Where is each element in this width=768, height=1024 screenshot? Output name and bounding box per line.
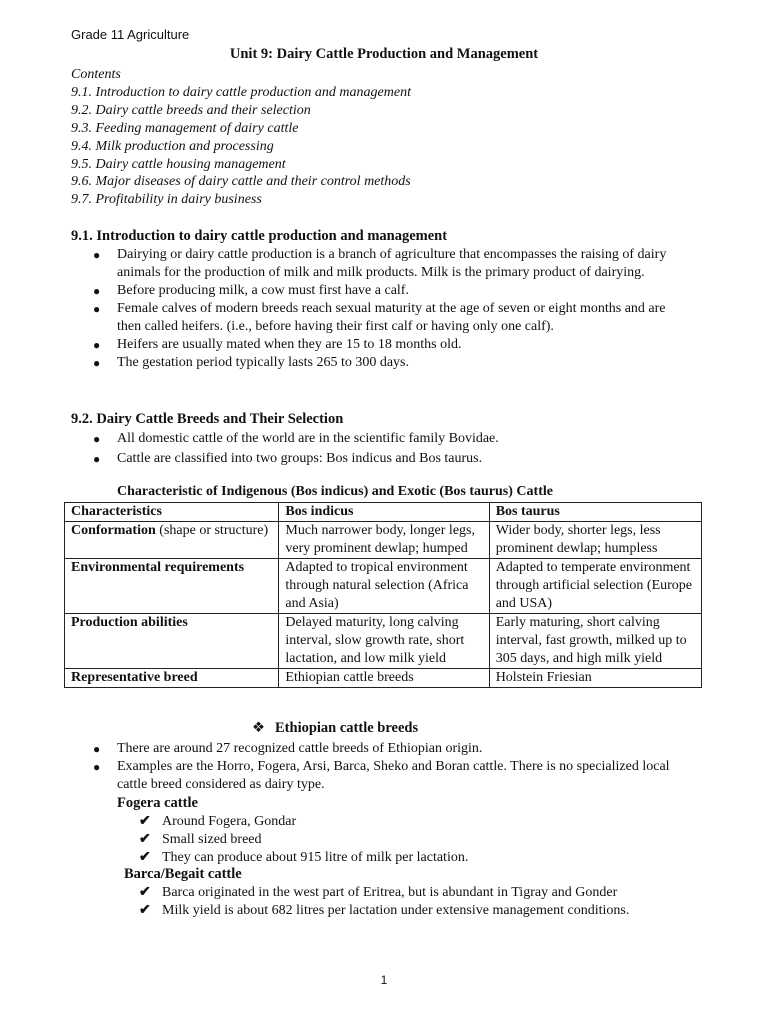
row-label: Production abilities bbox=[65, 614, 279, 669]
table-header-row bbox=[65, 503, 702, 522]
table-row bbox=[65, 559, 702, 614]
table-row bbox=[65, 522, 702, 559]
ethiopian-bullets bbox=[90, 740, 690, 794]
bos-indicus-cell: Adapted to tropical environment through natural selection (Africa and Asia) bbox=[279, 559, 489, 614]
table-row bbox=[65, 669, 702, 688]
bos-indicus-cell: Much narrower body, longer legs, very prominent dewlap; humped bbox=[279, 522, 489, 559]
bullet-icon: ● bbox=[93, 302, 101, 316]
bos-taurus-cell: Early maturing, short calving interval, fast growth, milked up to 305 days, and high milk yield bbox=[489, 614, 701, 669]
diamond-bullet-icon: ❖ bbox=[252, 720, 265, 736]
bullet-item: ● The gestation period typically lasts 265 to 300 days. bbox=[93, 355, 410, 370]
bullet-item: ● There are around 27 recognized cattle breeds of Ethiopian origin. bbox=[93, 741, 483, 756]
table-of-contents bbox=[71, 66, 411, 209]
contents-item: 9.4. Milk production and processing bbox=[71, 138, 274, 154]
row-label: Representative breed bbox=[65, 669, 279, 688]
contents-label: Contents bbox=[71, 67, 121, 82]
bos-taurus-cell: Holstein Friesian bbox=[489, 669, 701, 688]
bullet-item: ● Female calves of modern breeds reach sexual maturity at the age of seven or eight months and are then called heifers. (i.e., before having their first calf or having only one calf). bbox=[93, 301, 666, 334]
bullet-icon: ● bbox=[93, 452, 101, 466]
check-item: ✔ Milk yield is about 682 litres per lactation under extensive management conditions. bbox=[139, 903, 630, 918]
contents-item: 9.2. Dairy cattle breeds and their selection bbox=[71, 102, 311, 118]
table-caption: Characteristic of Indigenous (Bos indicus) and Exotic (Bos taurus) Cattle bbox=[117, 484, 553, 499]
check-item: ✔ Barca originated in the west part of Eritrea, but is abundant in Tigray and Gonder bbox=[139, 885, 618, 900]
section-heading-9-2: 9.2. Dairy Cattle Breeds and Their Selection bbox=[71, 411, 344, 427]
contents-item: 9.1. Introduction to dairy cattle production and management bbox=[71, 84, 411, 100]
cattle-comparison-table bbox=[64, 502, 702, 688]
section-9-1-bullets bbox=[90, 246, 690, 372]
checkmark-icon: ✔ bbox=[139, 832, 151, 847]
table-header-cell: Characteristics bbox=[65, 503, 279, 522]
bullet-icon: ● bbox=[93, 248, 101, 262]
bullet-item: ● Cattle are classified into two groups: Bos indicus and Bos taurus. bbox=[93, 451, 483, 466]
fogera-points bbox=[139, 813, 468, 867]
bullet-item: ● Heifers are usually mated when they are 15 to 18 months old. bbox=[93, 337, 462, 352]
section-9-2-bullets bbox=[90, 430, 690, 468]
row-label: Conformation (shape or structure) bbox=[65, 522, 279, 559]
bullet-item: ● Before producing milk, a cow must first have a calf. bbox=[93, 283, 409, 298]
bullet-icon: ● bbox=[93, 338, 101, 352]
breed-name-fogera: Fogera cattle bbox=[117, 795, 198, 811]
bullet-icon: ● bbox=[93, 356, 101, 370]
bullet-icon: ● bbox=[93, 432, 101, 446]
contents-item: 9.7. Profitability in dairy business bbox=[71, 192, 262, 208]
check-item: ✔ They can produce about 915 litre of milk per lactation. bbox=[139, 850, 469, 865]
table-header-cell: Bos taurus bbox=[489, 503, 701, 522]
bos-taurus-cell: Adapted to temperate environment through artificial selection (Europe and USA) bbox=[489, 559, 701, 614]
bullet-item: ● Examples are the Horro, Fogera, Arsi, Barca, Sheko and Boran cattle. There is no specialized local cattle breed considered as dairy type. bbox=[93, 759, 670, 792]
check-item: ✔ Small sized breed bbox=[139, 832, 262, 847]
barca-points bbox=[139, 884, 629, 920]
row-label: Environmental requirements bbox=[65, 559, 279, 614]
section-heading-9-1: 9.1. Introduction to dairy cattle production and management bbox=[71, 228, 448, 244]
bullet-item: ● Dairying or dairy cattle production is a branch of agriculture that encompasses the raising of dairy animals for the production of milk and milk products. Milk is the primary product of dairying. bbox=[93, 247, 667, 280]
breed-name-barca: Barca/Begait cattle bbox=[124, 866, 242, 882]
bullet-icon: ● bbox=[93, 742, 101, 756]
ethiopian-breeds-heading: ❖ Ethiopian cattle breeds bbox=[252, 720, 419, 736]
contents-item: 9.5. Dairy cattle housing management bbox=[71, 156, 286, 172]
checkmark-icon: ✔ bbox=[139, 850, 151, 865]
page-number: 1 bbox=[380, 973, 388, 987]
table-header-cell: Bos indicus bbox=[279, 503, 489, 522]
bullet-icon: ● bbox=[93, 760, 101, 774]
table-row bbox=[65, 614, 702, 669]
page-title: Unit 9: Dairy Cattle Production and Management bbox=[229, 46, 539, 62]
check-item: ✔ Around Fogera, Gondar bbox=[139, 814, 297, 829]
bos-indicus-cell: Ethiopian cattle breeds bbox=[279, 669, 489, 688]
bullet-item: ● All domestic cattle of the world are in the scientific family Bovidae. bbox=[93, 431, 499, 446]
checkmark-icon: ✔ bbox=[139, 903, 151, 918]
bos-indicus-cell: Delayed maturity, long calving interval, slow growth rate, short lactation, and low milk yield bbox=[279, 614, 489, 669]
bullet-icon: ● bbox=[93, 284, 101, 298]
checkmark-icon: ✔ bbox=[139, 814, 151, 829]
running-header: Grade 11 Agriculture bbox=[71, 27, 190, 42]
contents-item: 9.3. Feeding management of dairy cattle bbox=[71, 120, 299, 136]
bos-taurus-cell: Wider body, shorter legs, less prominent dewlap; humpless bbox=[489, 522, 701, 559]
checkmark-icon: ✔ bbox=[139, 885, 151, 900]
contents-item: 9.6. Major diseases of dairy cattle and their control methods bbox=[71, 174, 411, 190]
